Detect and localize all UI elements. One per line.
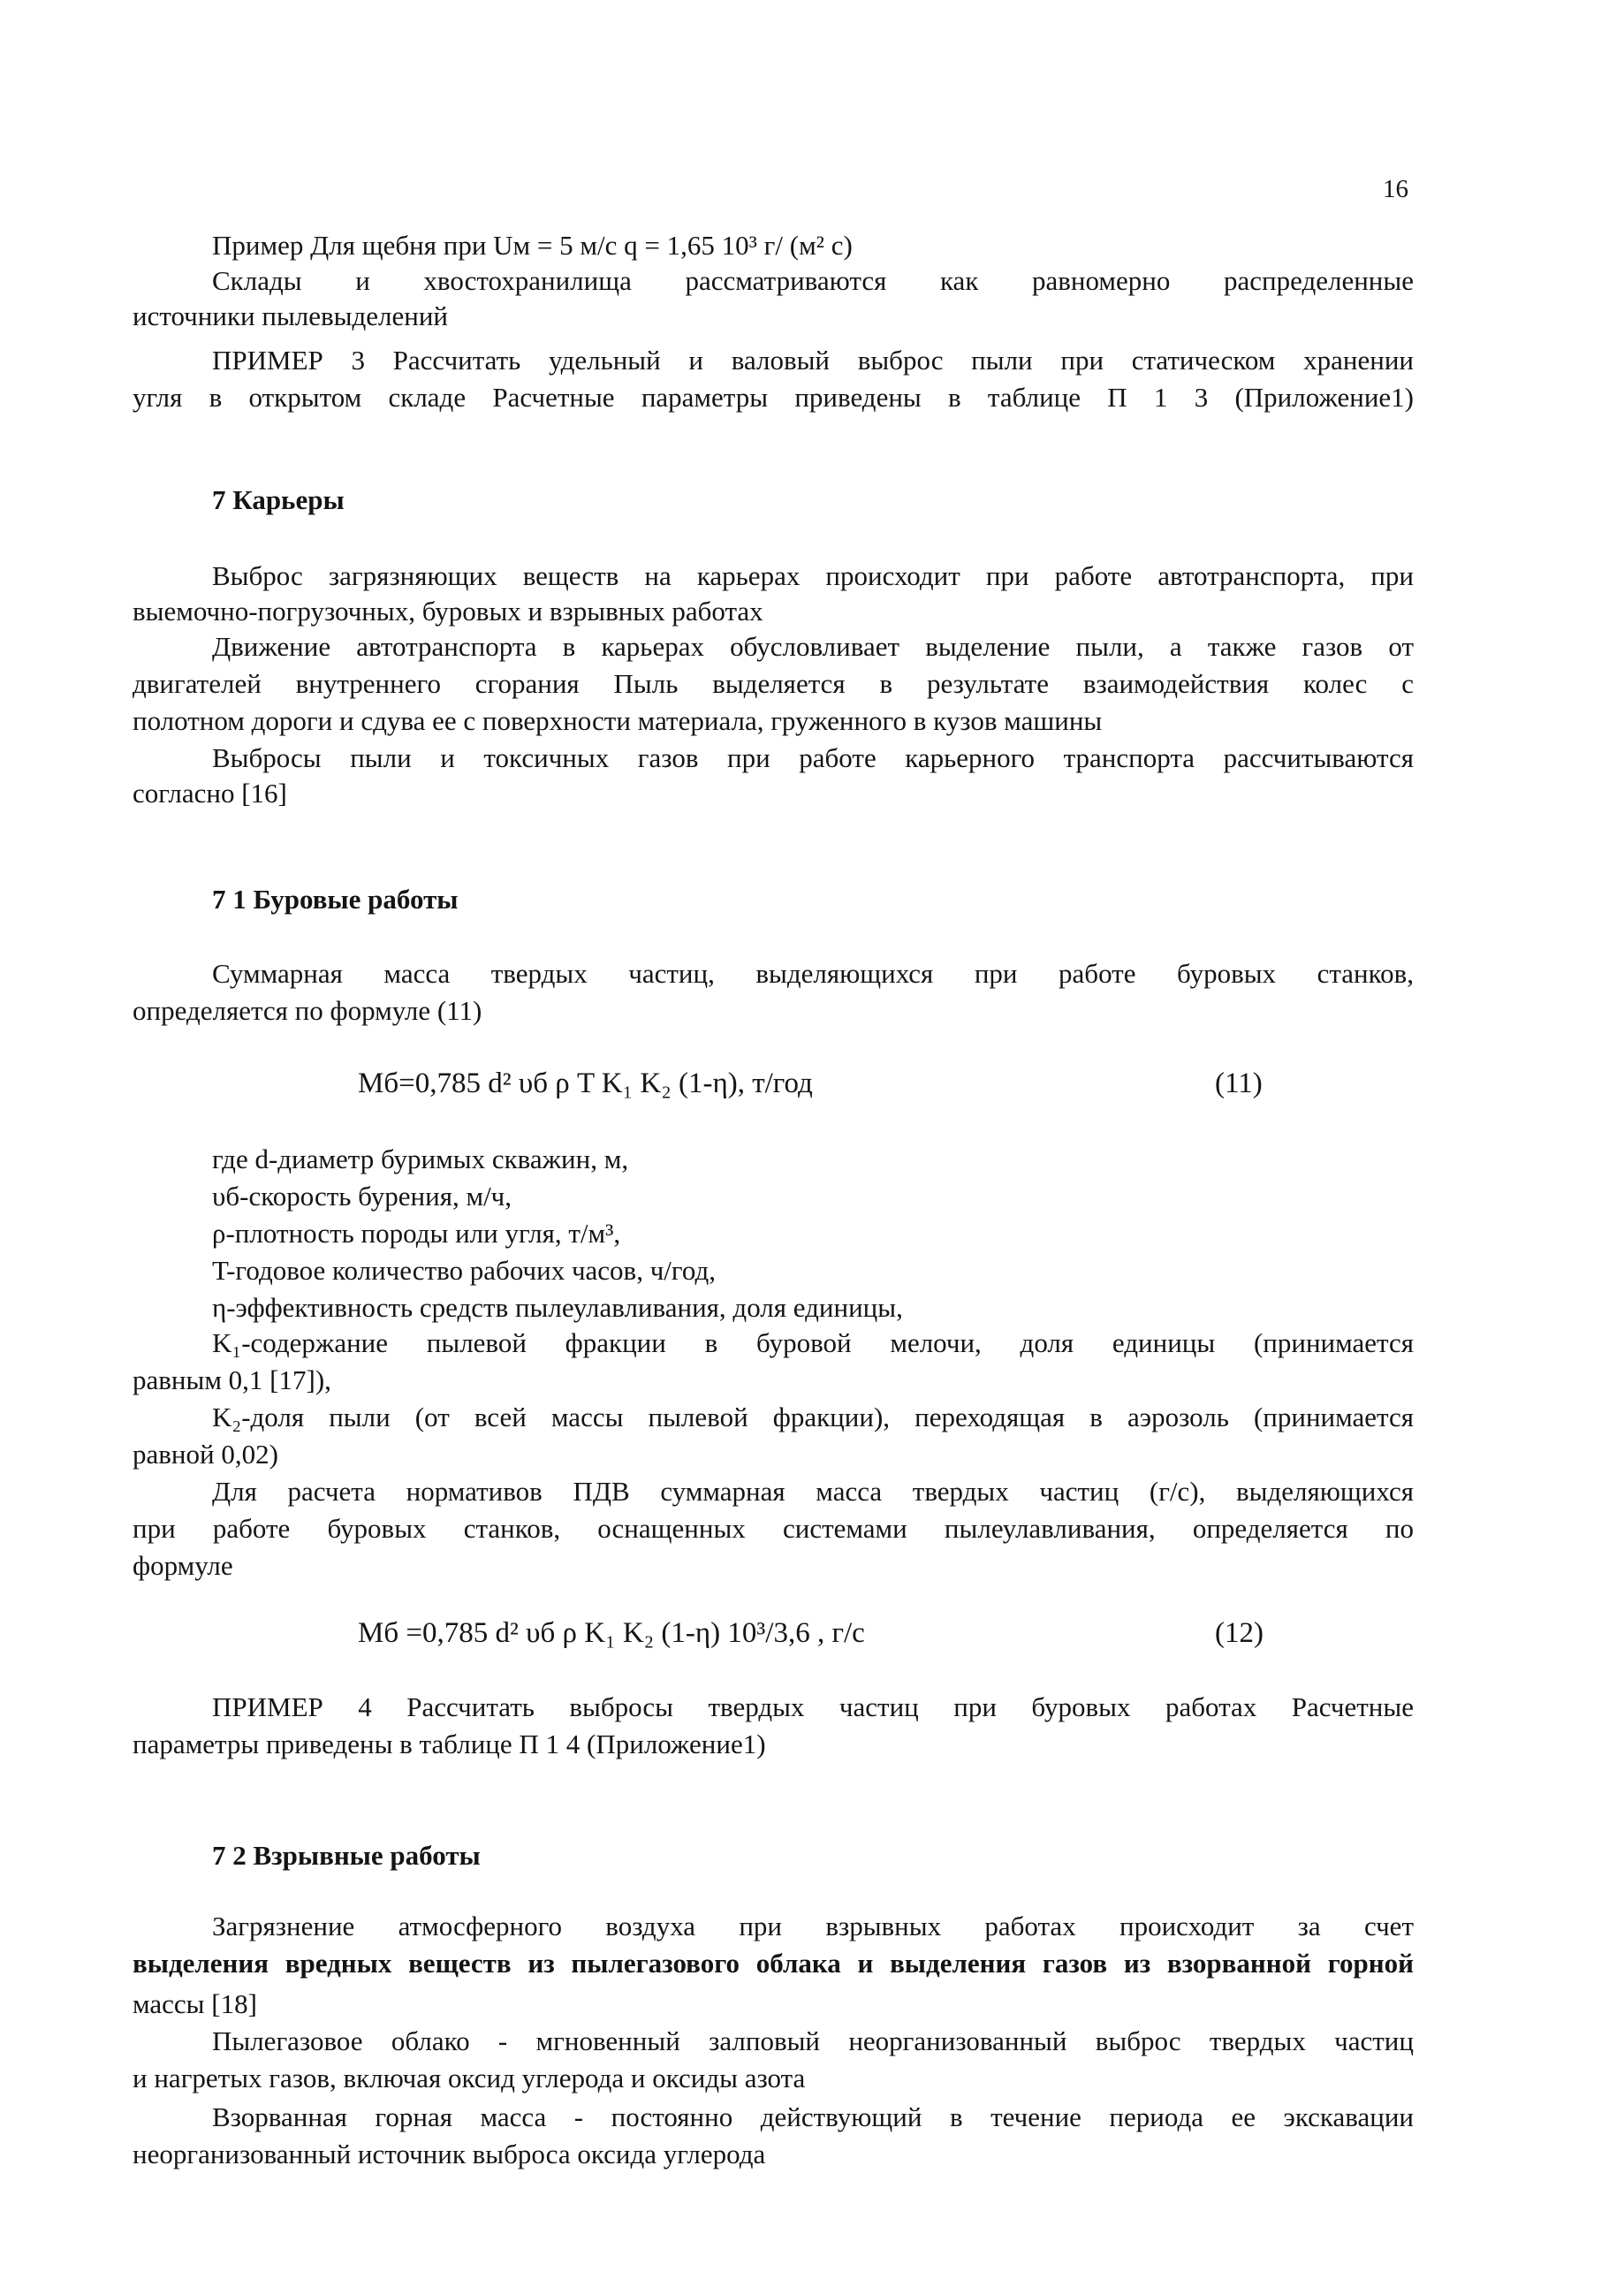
text-line: полотном дороги и сдува ее с поверхности материала, груженного в кузов машины [133,705,1103,736]
formula-11-number: (11) [1215,1068,1263,1099]
text-line: неорганизованный источник выброса оксида углерода [133,2139,766,2169]
text-line: ПРИМЕР 4 Рассчитать выбросы твердых частиц при буровых работах Расчетные [212,1691,1414,1722]
text-line: формуле [133,1550,233,1581]
text-line: Суммарная масса твердых частиц, выделяющихся при работе буровых станков, [212,958,1414,989]
text-line: Движение автотранспорта в карьерах обусловливает выделение пыли, а также газов от [212,631,1414,662]
text-line: где d-диаметр буримых скважин, м, [212,1144,629,1174]
text-line: согласно [16] [133,778,287,809]
text-line: υб-скорость бурения, м/ч, [212,1181,512,1212]
text-line: угля в открытом складе Расчетные параметры приведены в таблице П 1 3 (Приложение1) [133,382,1414,413]
text-line: двигателей внутреннего сгорания Пыль выделяется в результате взаимодействия колес с [133,668,1414,699]
formula-12-number: (12) [1215,1617,1264,1649]
section-heading-7-1: 7 1 Буровые работы [212,884,459,915]
text-line: η-эффективность средств пылеулавливания, доля единицы, [212,1292,903,1323]
text-line: K₂-доля пыли (от всей массы пылевой фракции), переходящая в аэрозоль (принимается [212,1402,1414,1432]
text-line: ПРИМЕР 3 Рассчитать удельный и валовый выброс пыли при статическом хранении [212,345,1414,376]
text-line: Пример Для щебня при Uм = 5 м/с q = 1,65 10³ г/ (м² с) [212,230,853,261]
text-line: Загрязнение атмосферного воздуха при взрывных работах происходит за счет [212,1911,1414,1941]
text-line: выделения вредных веществ из пылегазового облака и выделения газов из взорванной горной [133,1948,1414,1979]
text-line: источники пылевыделений [133,300,448,331]
text-line: Склады и хвостохранилища рассматриваются как равномерно распределенные [212,265,1414,296]
text-line: ρ-плотность породы или угля, т/м³, [212,1218,621,1249]
text-line: определяется по формуле (11) [133,995,482,1026]
text-line: Выбросы пыли и токсичных газов при работе карьерного транспорта рассчитываются [212,742,1414,773]
text-line: Для расчета нормативов ПДВ суммарная масса твердых частиц (г/с), выделяющихся [212,1476,1414,1507]
text-line: T-годовое количество рабочих часов, ч/год, [212,1255,716,1286]
text-line: K₁-содержание пылевой фракции в буровой мелочи, доля единицы (принимается [212,1327,1414,1358]
text-line: Выброс загрязняющих веществ на карьерах происходит при работе автотранспорта, при [212,560,1414,591]
text-line: при работе буровых станков, оснащенных системами пылеулавливания, определяется по [133,1513,1414,1544]
text-line: равной 0,02) [133,1439,278,1470]
text-line: выемочно-погрузочных, буровых и взрывных работах [133,596,763,627]
text-line: параметры приведены в таблице П 1 4 (Приложение1) [133,1729,766,1759]
section-heading-7: 7 Карьеры [212,484,345,515]
text-line: Взорванная горная масса - постоянно действующий в течение периода ее экскавации [212,2101,1414,2132]
text-line: и нагретых газов, включая оксид углерода и оксиды азота [133,2063,806,2093]
text-line: Пылегазовое облако - мгновенный залповый неорганизованный выброс твердых частиц [212,2025,1414,2056]
text-line: массы [18] [133,1988,257,2019]
formula-11: Mб=0,785 d² υб ρ T K₁ K₂ (1-η), т/год [358,1068,813,1099]
section-heading-7-2: 7 2 Взрывные работы [212,1840,481,1871]
page-number: 16 [1383,175,1408,203]
text-line: равным 0,1 [17]), [133,1364,331,1395]
formula-12: Mб =0,785 d² υб ρ K₁ K₂ (1-η) 10³/3,6 , г/с [358,1617,865,1649]
